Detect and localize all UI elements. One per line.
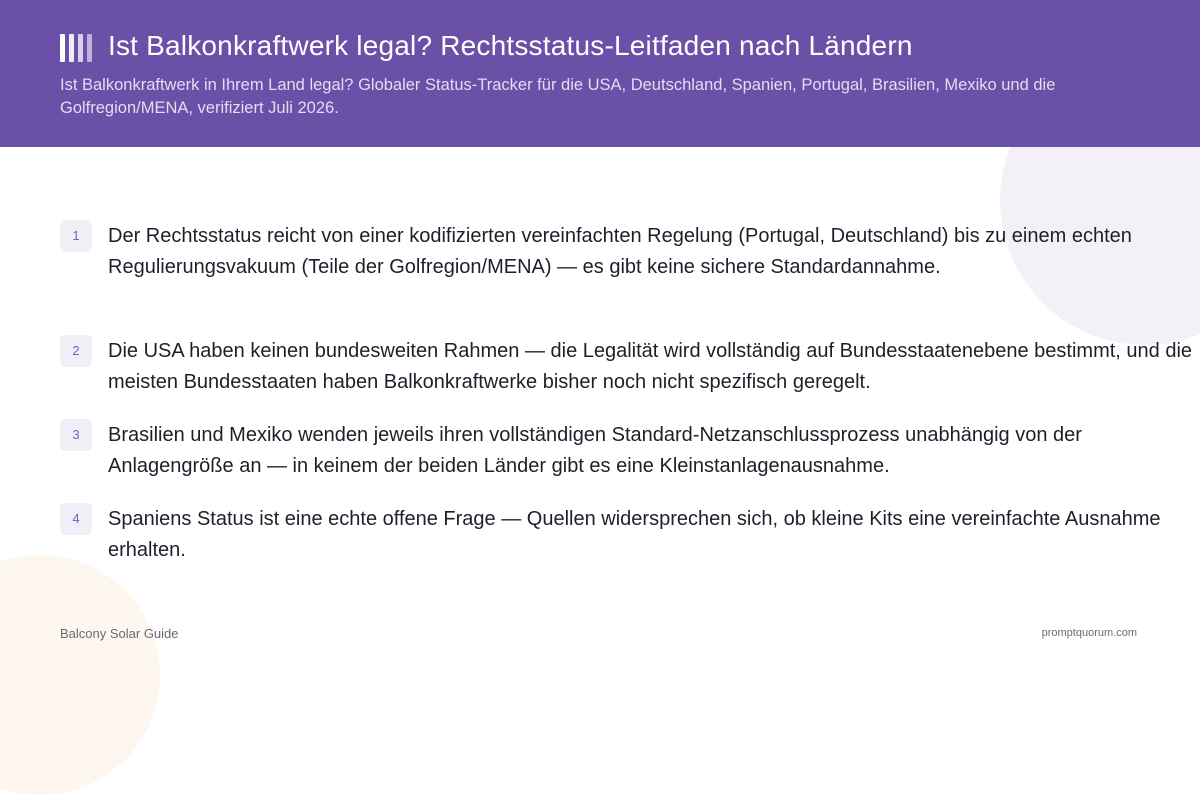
point-text: Der Rechtsstatus reicht von einer kodifizierten vereinfachten Regelung (Portugal, Deutschland) bis zu einem echten Regulierungsvakuum (Teile der Golfregion/MENA) — es gibt keine sichere Standardannahme. <box>108 225 1132 278</box>
page-title: Ist Balkonkraftwerk legal? Rechtsstatus-Leitfaden nach Ländern <box>108 30 913 61</box>
point-number-badge: 4 <box>60 503 92 535</box>
page-subtitle: Ist Balkonkraftwerk in Ihrem Land legal? Globaler Status-Tracker für die USA, Deutschland, Spanien, Portugal, Brasilien, Mexiko und die Golfregion/MENA, verifiziert Juli 2026. <box>60 76 1056 117</box>
footer-website: promptquorum.com <box>1041 627 1137 639</box>
point-text: Spaniens Status ist eine echte offene Frage — Quellen widersprechen sich, ob kleine Kits eine vereinfachte Ausnahme erhalten. <box>108 508 1161 561</box>
decorative-circle-left <box>0 555 160 795</box>
footer-brand: Balcony Solar Guide <box>60 626 179 641</box>
point-text: Brasilien und Mexiko wenden jeweils ihren vollständigen Standard-Netzanschlussprozess unabhängig von der Anlagengröße an — in keinem der beiden Länder gibt es eine Kleinstanlagenausnahme. <box>108 424 1082 477</box>
point-number-badge: 3 <box>60 419 92 451</box>
point-number-badge: 2 <box>60 335 92 367</box>
point-number-badge: 1 <box>60 220 92 252</box>
vertical-bars-logo-icon <box>60 34 94 62</box>
point-text: Die USA haben keinen bundesweiten Rahmen — die Legalität wird vollständig auf Bundesstaatenebene bestimmt, und die meisten Bundesstaaten haben Balkonkraftwerke bisher noch nicht spezifisch geregelt. <box>108 340 1193 393</box>
header-banner <box>0 0 1200 147</box>
